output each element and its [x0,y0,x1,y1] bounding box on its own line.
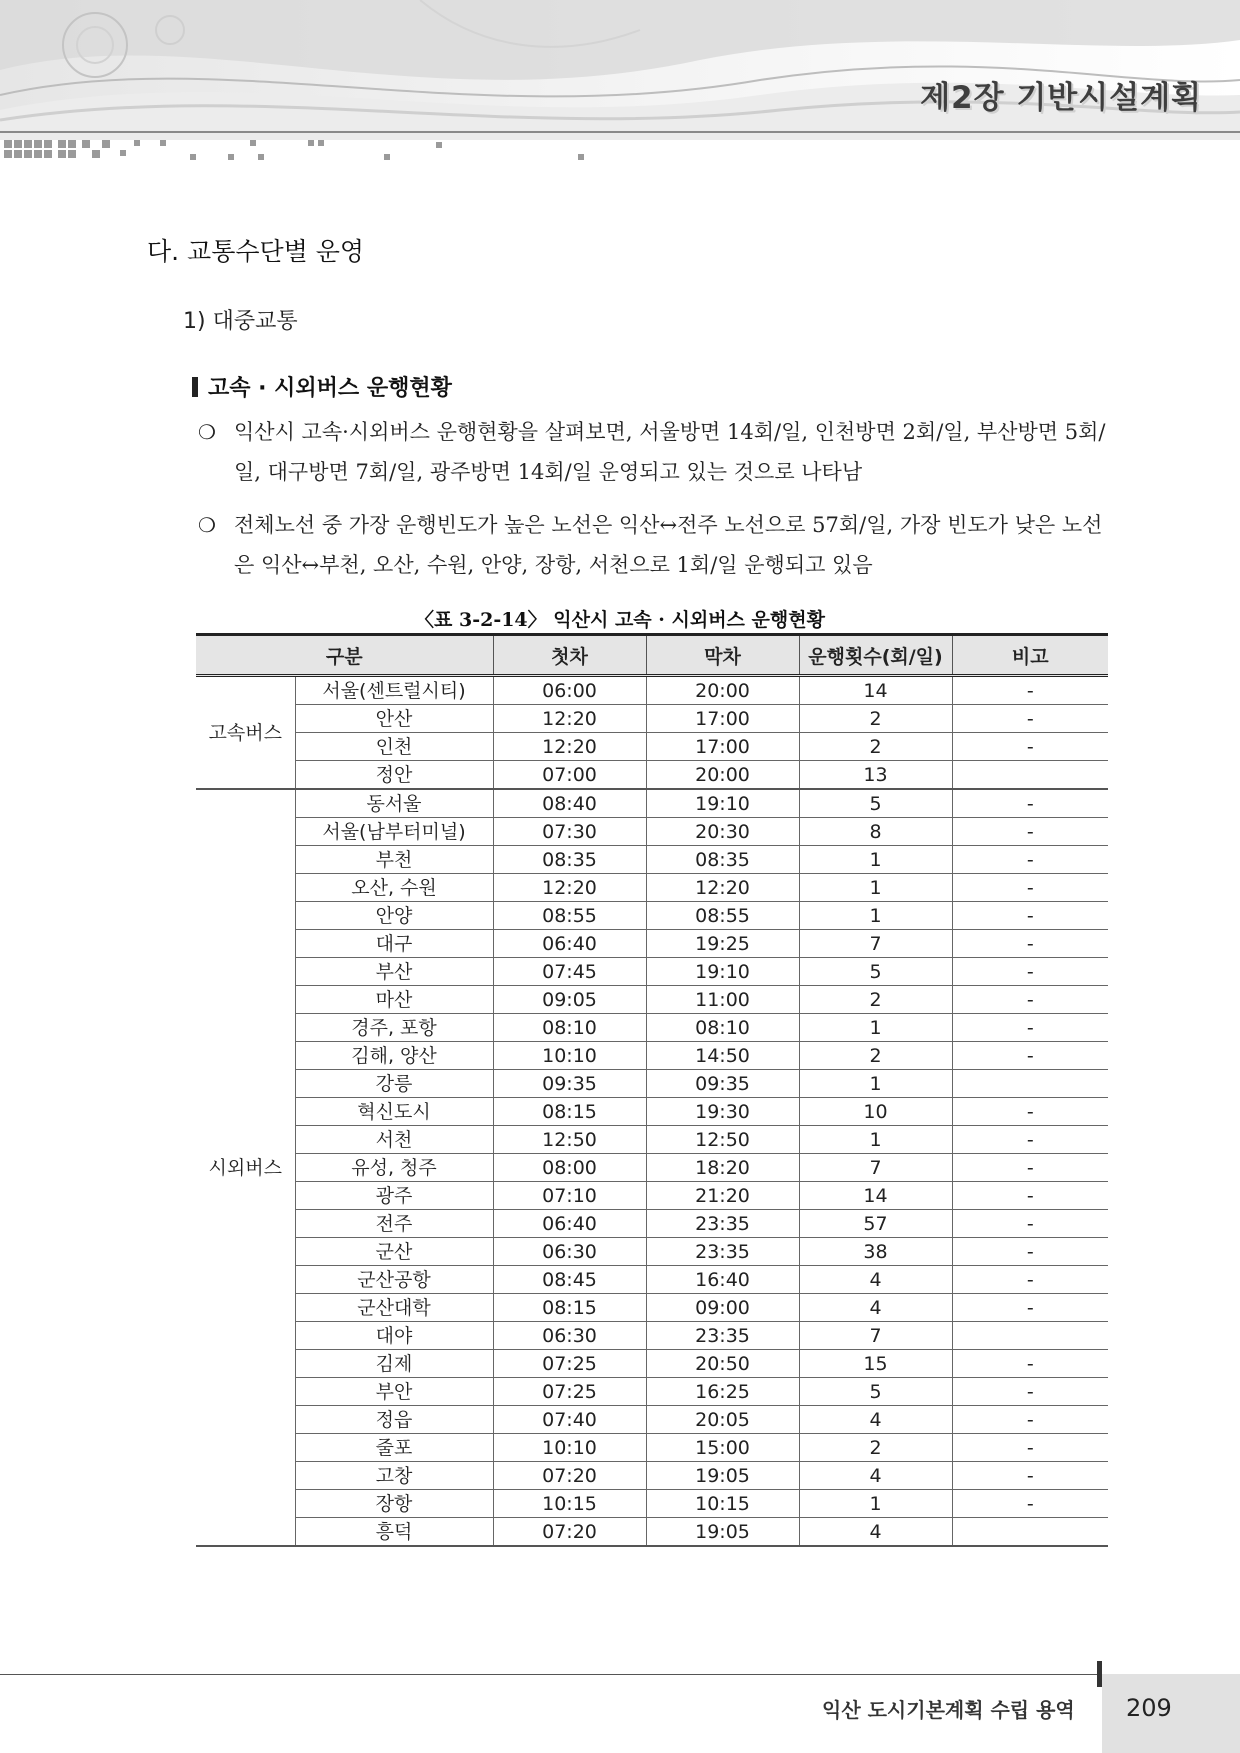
remark-cell: - [952,1210,1108,1238]
last-bus-cell: 16:40 [646,1266,799,1294]
route-cell: 군산공항 [295,1266,493,1294]
subsection-heading: 1) 대중교통 [183,309,298,334]
remark-cell: - [952,1490,1108,1518]
paragraph-2 [198,505,1118,585]
circle-bullet-icon: ❍ [198,513,216,537]
remark-cell: - [952,818,1108,846]
table-header-row [196,635,1108,676]
remark-cell: - [952,1406,1108,1434]
title-bar-marker [192,377,198,397]
remark-cell: - [952,733,1108,761]
frequency-cell: 4 [799,1462,952,1490]
route-cell: 안양 [295,902,493,930]
last-bus-cell: 08:35 [646,846,799,874]
first-bus-cell: 07:20 [493,1462,646,1490]
table-row [196,986,1108,1014]
first-bus-cell: 08:55 [493,902,646,930]
remark-cell: - [952,930,1108,958]
first-bus-cell: 06:00 [493,676,646,705]
table-row [196,1462,1108,1490]
circle-bullet-icon: ❍ [198,420,216,444]
route-cell: 마산 [295,986,493,1014]
route-cell: 안산 [295,705,493,733]
last-bus-cell: 08:10 [646,1014,799,1042]
remark-cell [952,1518,1108,1547]
remark-cell: - [952,902,1108,930]
remark-cell: - [952,846,1108,874]
table-row [196,705,1108,733]
last-bus-cell: 19:10 [646,958,799,986]
first-bus-cell: 07:20 [493,1518,646,1547]
route-cell: 서울(남부터미널) [295,818,493,846]
route-cell: 인천 [295,733,493,761]
last-bus-cell: 12:50 [646,1126,799,1154]
table-row [196,874,1108,902]
first-bus-cell: 06:40 [493,930,646,958]
remark-cell: - [952,705,1108,733]
first-bus-cell: 07:00 [493,761,646,790]
pixel-decoration [0,138,640,168]
table-row [196,1126,1108,1154]
first-bus-cell: 08:10 [493,1014,646,1042]
last-bus-cell: 19:10 [646,789,799,818]
route-cell: 부안 [295,1378,493,1406]
remark-cell: - [952,874,1108,902]
last-bus-cell: 09:00 [646,1294,799,1322]
frequency-cell: 2 [799,733,952,761]
last-bus-cell: 23:35 [646,1210,799,1238]
first-bus-cell: 07:30 [493,818,646,846]
remark-cell: - [952,1350,1108,1378]
last-bus-cell: 23:35 [646,1322,799,1350]
route-cell: 부산 [295,958,493,986]
last-bus-cell: 20:30 [646,818,799,846]
table-row [196,818,1108,846]
section-heading: 다. 교통수단별 운영 [147,237,365,266]
last-bus-cell: 09:35 [646,1070,799,1098]
page-number: 209 [1126,1694,1172,1722]
first-bus-cell: 07:25 [493,1350,646,1378]
frequency-cell: 7 [799,1322,952,1350]
route-cell: 정읍 [295,1406,493,1434]
last-bus-cell: 17:00 [646,705,799,733]
remark-cell: - [952,1434,1108,1462]
table-row [196,676,1108,705]
first-bus-cell: 12:20 [493,733,646,761]
remark-cell [952,761,1108,790]
frequency-cell: 14 [799,1182,952,1210]
frequency-cell: 2 [799,1434,952,1462]
first-bus-cell: 08:35 [493,846,646,874]
last-bus-cell: 20:50 [646,1350,799,1378]
table-row [196,1378,1108,1406]
remark-cell [952,1070,1108,1098]
frequency-cell: 2 [799,1042,952,1070]
last-bus-cell: 20:05 [646,1406,799,1434]
table-row [196,1238,1108,1266]
route-cell: 흥덕 [295,1518,493,1547]
table-caption: 〈표 3-2-14〉 익산시 고속 · 시외버스 운행현황 [415,609,825,631]
last-bus-cell: 18:20 [646,1154,799,1182]
table-row [196,761,1108,790]
last-bus-cell: 19:30 [646,1098,799,1126]
frequency-cell: 13 [799,761,952,790]
frequency-cell: 5 [799,958,952,986]
table-row [196,1434,1108,1462]
table-row [196,1014,1108,1042]
route-cell: 장항 [295,1490,493,1518]
frequency-cell: 14 [799,676,952,705]
frequency-cell: 15 [799,1350,952,1378]
footer-document-title: 익산 도시기본계획 수립 용역 [822,1698,1075,1722]
frequency-cell: 38 [799,1238,952,1266]
route-cell: 강릉 [295,1070,493,1098]
group-label-cell: 시외버스 [196,789,295,1546]
route-cell: 전주 [295,1210,493,1238]
column-header: 막차 [646,635,799,676]
remark-cell: - [952,1238,1108,1266]
block-title [192,371,452,402]
route-cell: 군산 [295,1238,493,1266]
last-bus-cell: 15:00 [646,1434,799,1462]
last-bus-cell: 19:25 [646,930,799,958]
frequency-cell: 1 [799,846,952,874]
first-bus-cell: 10:10 [493,1042,646,1070]
last-bus-cell: 20:00 [646,761,799,790]
table-row [196,1098,1108,1126]
frequency-cell: 4 [799,1294,952,1322]
table-row [196,1210,1108,1238]
remark-cell: - [952,1126,1108,1154]
last-bus-cell: 19:05 [646,1518,799,1547]
remark-cell: - [952,1098,1108,1126]
last-bus-cell: 21:20 [646,1182,799,1210]
first-bus-cell: 08:45 [493,1266,646,1294]
header-decoration [0,0,1240,140]
last-bus-cell: 19:05 [646,1462,799,1490]
remark-cell: - [952,1014,1108,1042]
last-bus-cell: 20:00 [646,676,799,705]
last-bus-cell: 17:00 [646,733,799,761]
first-bus-cell: 12:50 [493,1126,646,1154]
remark-cell: - [952,1182,1108,1210]
route-cell: 대구 [295,930,493,958]
frequency-cell: 1 [799,1490,952,1518]
frequency-cell: 2 [799,986,952,1014]
frequency-cell: 8 [799,818,952,846]
first-bus-cell: 12:20 [493,874,646,902]
table-row [196,789,1108,818]
table-row [196,1406,1108,1434]
frequency-cell: 57 [799,1210,952,1238]
remark-cell [952,1322,1108,1350]
column-header: 비고 [952,635,1108,676]
first-bus-cell: 10:15 [493,1490,646,1518]
group-label-cell: 고속버스 [196,676,295,790]
route-cell: 김해, 양산 [295,1042,493,1070]
paragraph-text: 익산시 고속·시외버스 운행현황을 살펴보면, 서울방면 14회/일, 인천방면 2회/일, 부산방면 5회/일, 대구방면 7회/일, 광주방면 14회/일 운영되고 있는 것으로 나타남 [234,420,1106,484]
remark-cell: - [952,676,1108,705]
last-bus-cell: 16:25 [646,1378,799,1406]
remark-cell: - [952,789,1108,818]
route-cell: 광주 [295,1182,493,1210]
route-cell: 줄포 [295,1434,493,1462]
remark-cell: - [952,1378,1108,1406]
first-bus-cell: 06:30 [493,1238,646,1266]
table-row [196,1266,1108,1294]
first-bus-cell: 07:40 [493,1406,646,1434]
last-bus-cell: 10:15 [646,1490,799,1518]
frequency-cell: 1 [799,902,952,930]
frequency-cell: 1 [799,874,952,902]
footer-rule [0,1674,1100,1675]
chapter-title: 제2장 기반시설계획 [920,80,1202,116]
table-row [196,1294,1108,1322]
remark-cell: - [952,986,1108,1014]
route-cell: 김제 [295,1350,493,1378]
first-bus-cell: 09:35 [493,1070,646,1098]
table-row [196,846,1108,874]
last-bus-cell: 08:55 [646,902,799,930]
route-cell: 경주, 포항 [295,1014,493,1042]
first-bus-cell: 07:45 [493,958,646,986]
frequency-cell: 4 [799,1266,952,1294]
frequency-cell: 7 [799,1154,952,1182]
first-bus-cell: 08:00 [493,1154,646,1182]
table-row [196,930,1108,958]
table-row [196,902,1108,930]
table-row [196,1042,1108,1070]
frequency-cell: 1 [799,1014,952,1042]
table-row [196,1518,1108,1547]
route-cell: 군산대학 [295,1294,493,1322]
route-cell: 혁신도시 [295,1098,493,1126]
first-bus-cell: 06:30 [493,1322,646,1350]
first-bus-cell: 08:15 [493,1294,646,1322]
last-bus-cell: 14:50 [646,1042,799,1070]
last-bus-cell: 11:00 [646,986,799,1014]
remark-cell: - [952,1462,1108,1490]
route-cell: 대야 [295,1322,493,1350]
table-row [196,1182,1108,1210]
bus-schedule-table [196,633,1108,1547]
table-row [196,1350,1108,1378]
paragraph-text: 전체노선 중 가장 운행빈도가 높은 노선은 익산↔전주 노선으로 57회/일, 가장 빈도가 낮은 노선은 익산↔부천, 오산, 수원, 안양, 장항, 서천으로 1회/일 운행되고 있음 [234,513,1103,577]
frequency-cell: 7 [799,930,952,958]
route-cell: 서울(센트럴시티) [295,676,493,705]
frequency-cell: 10 [799,1098,952,1126]
remark-cell: - [952,1042,1108,1070]
frequency-cell: 2 [799,705,952,733]
column-header: 구분 [196,635,493,676]
frequency-cell: 1 [799,1126,952,1154]
block-title-text: 고속 · 시외버스 운행현황 [208,376,452,401]
remark-cell: - [952,1154,1108,1182]
route-cell: 부천 [295,846,493,874]
frequency-cell: 4 [799,1518,952,1547]
first-bus-cell: 07:25 [493,1378,646,1406]
paragraph-1 [198,412,1118,492]
route-cell: 정안 [295,761,493,790]
route-cell: 서천 [295,1126,493,1154]
remark-cell: - [952,958,1108,986]
frequency-cell: 1 [799,1070,952,1098]
route-cell: 유성, 청주 [295,1154,493,1182]
first-bus-cell: 12:20 [493,705,646,733]
column-header: 운행횟수(회/일) [799,635,952,676]
remark-cell: - [952,1294,1108,1322]
route-cell: 오산, 수원 [295,874,493,902]
first-bus-cell: 10:10 [493,1434,646,1462]
last-bus-cell: 23:35 [646,1238,799,1266]
frequency-cell: 5 [799,789,952,818]
first-bus-cell: 08:15 [493,1098,646,1126]
remark-cell: - [952,1266,1108,1294]
first-bus-cell: 08:40 [493,789,646,818]
table-row [196,1070,1108,1098]
table-row [196,1322,1108,1350]
header-banner [0,0,1240,140]
route-cell: 동서울 [295,789,493,818]
table-row [196,958,1108,986]
table-row [196,733,1108,761]
table-row [196,1490,1108,1518]
table-row [196,1154,1108,1182]
last-bus-cell: 12:20 [646,874,799,902]
frequency-cell: 4 [799,1406,952,1434]
first-bus-cell: 07:10 [493,1182,646,1210]
first-bus-cell: 09:05 [493,986,646,1014]
column-header: 첫차 [493,635,646,676]
frequency-cell: 5 [799,1378,952,1406]
route-cell: 고창 [295,1462,493,1490]
first-bus-cell: 06:40 [493,1210,646,1238]
